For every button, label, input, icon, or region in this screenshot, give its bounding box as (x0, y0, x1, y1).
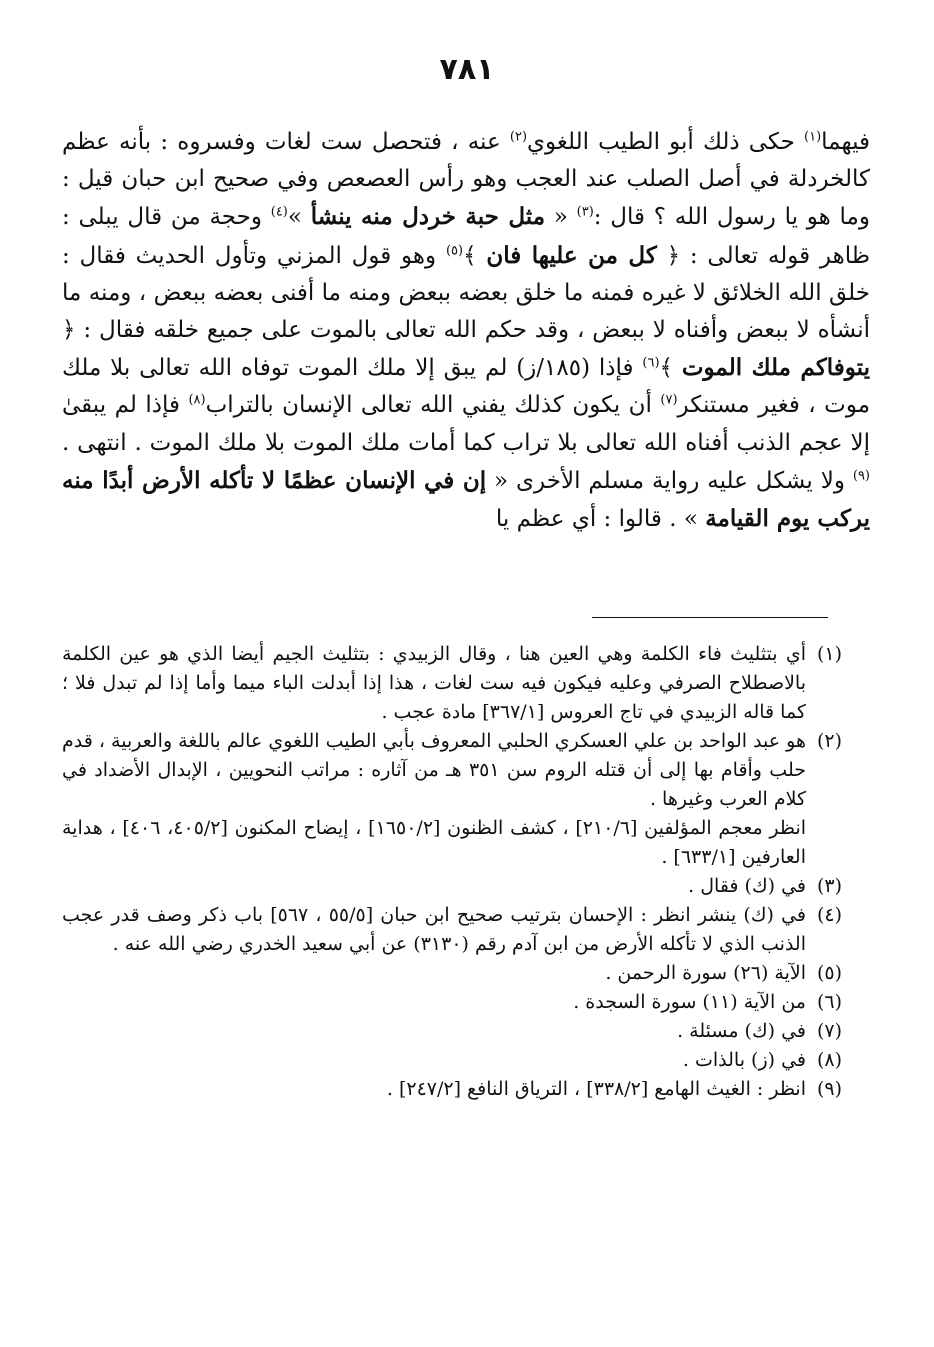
footnote-number: (٤) (816, 904, 842, 926)
footnote-separator (592, 617, 828, 618)
footnote-number: (٩) (816, 1078, 842, 1100)
footnote-6 (62, 988, 842, 1017)
text-segment: عنه ، فتحصل ست لغات وفسروه : بأنه عظم كالخردلة في أصل الصلب عند العجب وهو رأس العصعص وفي صحيح ابن حبان قيل : وما هو يا رسول الله ؟ قال : (62, 129, 870, 231)
footnote-2 (62, 727, 842, 814)
footnote-number: (٣) (816, 875, 842, 897)
footnote-1 (62, 640, 842, 727)
text-segment: ﴾ (463, 242, 487, 269)
footnote-text: أي بتثليث فاء الكلمة وهي العين هنا ، وقال الزبيدي : بتثليث الجيم أيضا الذي هو عين الكلمة بالاصطلاح الصرفي وعليه فيكون فيه ست لغات ، هذا إذا أبدلت الباء ميما وأما إذا لم تبدل فلا ؛ كما قاله الزبيدي في تاج العروس [٣٦٧/١] مادة عجب . (62, 643, 806, 723)
footnote-ref-5[interactable]: (٥) (445, 242, 464, 258)
text-segment: فإذا (١٨٥/ز) لم يبق إلا ملك الموت توفاه الله تعالى بلا ملك موت ، فغير مستنكر (62, 355, 871, 419)
footnote-ref-7[interactable]: (٧) (660, 392, 678, 408)
footnotes-section (62, 640, 842, 1104)
footnote-8 (62, 1046, 842, 1075)
footnote-number: (٢) (816, 730, 842, 752)
footnote-text: انظر معجم المؤلفين [٢١٠/٦] ، كشف الظنون [١٦٥٠/٢] ، إيضاح المكنون [٤٠٥/٢، ٤٠٦] ، هداية العارفين [٦٣٣/١] . (62, 817, 807, 868)
footnote-text: في (ك) فقال . (688, 875, 806, 897)
page-number: ٧٨١ (439, 52, 495, 87)
quran-quote-2: يتوفاكم ملك الموت (681, 354, 870, 382)
footnote-text: انظر : الغيث الهامع [٣٣٨/٢] ، الترياق النافع [٢٤٧/٢] . (386, 1078, 806, 1100)
footnote-number: (٨) (816, 1049, 842, 1071)
footnote-9 (62, 1075, 842, 1104)
text-segment: » . قالوا : أي عظم يا (495, 506, 706, 533)
footnote-ref-1[interactable]: (١) (804, 129, 822, 145)
footnote-ref-9[interactable]: (٩) (852, 468, 870, 484)
text-segment: فيهما (821, 129, 870, 155)
footnote-text: في (ز) بالذات . (682, 1049, 806, 1071)
text-segment: أن يكون كذلك يفني الله تعالى الإنسان بالتراب (205, 392, 661, 419)
footnote-text: في (ك) ينشر انظر : الإحسان بترتيب صحيح ابن حبان [٥٥/٥ ، ٥٦٧] باب ذكر وصف قدر عجب الذنب الذي لا تأكله الأرض من ابن آدم رقم (٣١٣٠) عن أبي سعيد الخدري رضي الله عنه . (62, 904, 806, 955)
text-segment: وهو قول المزني وتأول الحديث فقال : خلق الله الخلائق لا غيره فمنه ما خلق بعضه ببعض ومنه ما أفنى بعضه ببعض ، ومنه ما أنشأه لا ببعض وأفناه لا ببعض ، وقد حكم الله تعالى بالموت على جميع خلقه فقال : ﴿ (62, 242, 870, 344)
text-segment: حكى ذلك أبو الطيب اللغوي (527, 129, 805, 155)
footnote-number: (٥) (816, 962, 842, 984)
text-segment: ولا يشكل عليه رواية مسلم الأخرى « (486, 467, 853, 494)
footnote-number: (٦) (816, 991, 842, 1013)
footnote-7 (62, 1017, 842, 1046)
footnote-text: الآية (٢٦) سورة الرحمن . (605, 962, 806, 984)
footnote-number: (١) (816, 643, 842, 665)
text-segment: فإذا لم يبقىٰ إلا عجم الذنب أفناه الله تعالى بلا تراب كما أمات ملك الموت بلا ملك الموت . انتهى . (62, 392, 870, 456)
footnote-3 (62, 872, 842, 901)
footnote-text: في (ك) مسئلة . (677, 1020, 806, 1042)
footnote-ref-6[interactable]: (٦) (642, 355, 660, 371)
footnote-2-continuation (62, 814, 842, 872)
text-segment: » (287, 204, 311, 231)
text-segment: وحجة من قال يبلى : ظاهر قوله تعالى : ﴿ (62, 204, 871, 269)
text-segment: « (545, 204, 577, 231)
hadith-quote-1: مثل حبة خردل منه ينشأ (310, 203, 546, 231)
footnote-number: (٧) (816, 1020, 842, 1042)
footnote-text: هو عبد الواحد بن علي العسكري الحلبي المعروف بأبي الطيب اللغوي عالم باللغة والعربية ، قدم حلب وأقام بها إلى أن قتله الروم سن ٣٥١ هـ من آثاره : مراتب النحويين ، الإبدال الأضداد في كلام العرب وغيرها . (62, 730, 806, 810)
footnote-ref-3[interactable]: (٣) (576, 204, 594, 220)
footnote-text: من الآية (١١) سورة السجدة . (573, 991, 806, 1013)
footnote-4 (62, 901, 842, 959)
footnote-5 (62, 959, 842, 988)
footnote-ref-4[interactable]: (٤) (270, 204, 288, 220)
main-paragraph (62, 124, 870, 538)
footnote-ref-8[interactable]: (٨) (188, 392, 206, 408)
footnote-ref-2[interactable]: (٢) (509, 129, 528, 145)
quran-quote-1: كل من عليها فان (486, 241, 657, 269)
main-body-text (62, 124, 870, 538)
text-segment: ﴾ (659, 355, 682, 382)
hadith-quote-2: إن في الإنسان عظمًا لا تأكله الأرض أبدًا منه يركب يوم القيامة (62, 466, 870, 533)
